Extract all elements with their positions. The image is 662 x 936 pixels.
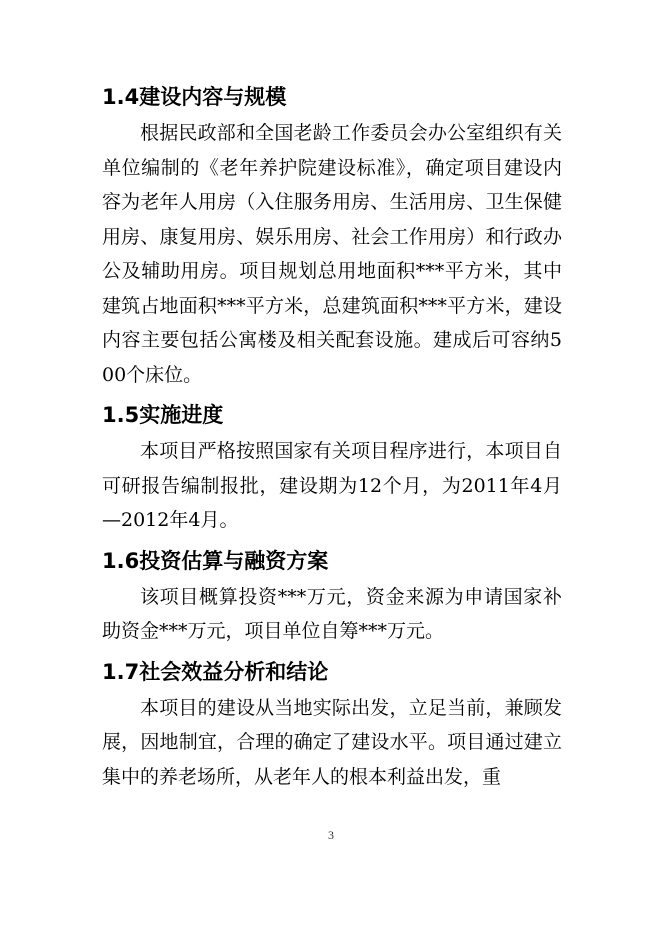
page-content	[102, 78, 562, 794]
section-heading: 1.6投资估算与融资方案	[102, 548, 329, 573]
section-1-7	[102, 653, 562, 795]
section-paragraph: 该项目概算投资***万元，资金来源为申请国家补助资金***万元，项目单位自筹***万元。	[102, 585, 562, 642]
section-paragraph: 本项目严格按照国家有关项目程序进行，本项目自可研报告编制报批，建设期为12个月，为2011年4月—2012年4月。	[102, 440, 562, 531]
page-number: 3	[328, 828, 334, 842]
section-paragraph: 根据民政部和全国老龄工作委员会办公室组织有关单位编制的《老年养护院建设标准》，确定项目建设内容为老年人用房（入住服务用房、生活用房、卫生保健用房、康复用房、娱乐用房、社会工作用房）和行政办公及辅助用房。项目规划总用地面积***平方米，其中建筑占地面积***平方米，总建筑面积***平方米，建设内容主要包括公寓楼及相关配套设施。建成后可容纳500个床位。	[102, 122, 562, 386]
section-1-4	[102, 78, 562, 392]
section-1-6	[102, 542, 562, 649]
section-1-5	[102, 396, 562, 538]
section-paragraph: 本项目的建设从当地实际出发，立足当前，兼顾发展，因地制宜，合理的确定了建设水平。项目通过建立集中的养老场所，从老年人的根本利益出发，重	[102, 696, 562, 788]
section-heading: 1.7社会效益分析和结论	[102, 659, 329, 684]
section-heading: 1.5实施进度	[102, 403, 224, 427]
section-heading: 1.4建设内容与规模	[102, 85, 287, 109]
